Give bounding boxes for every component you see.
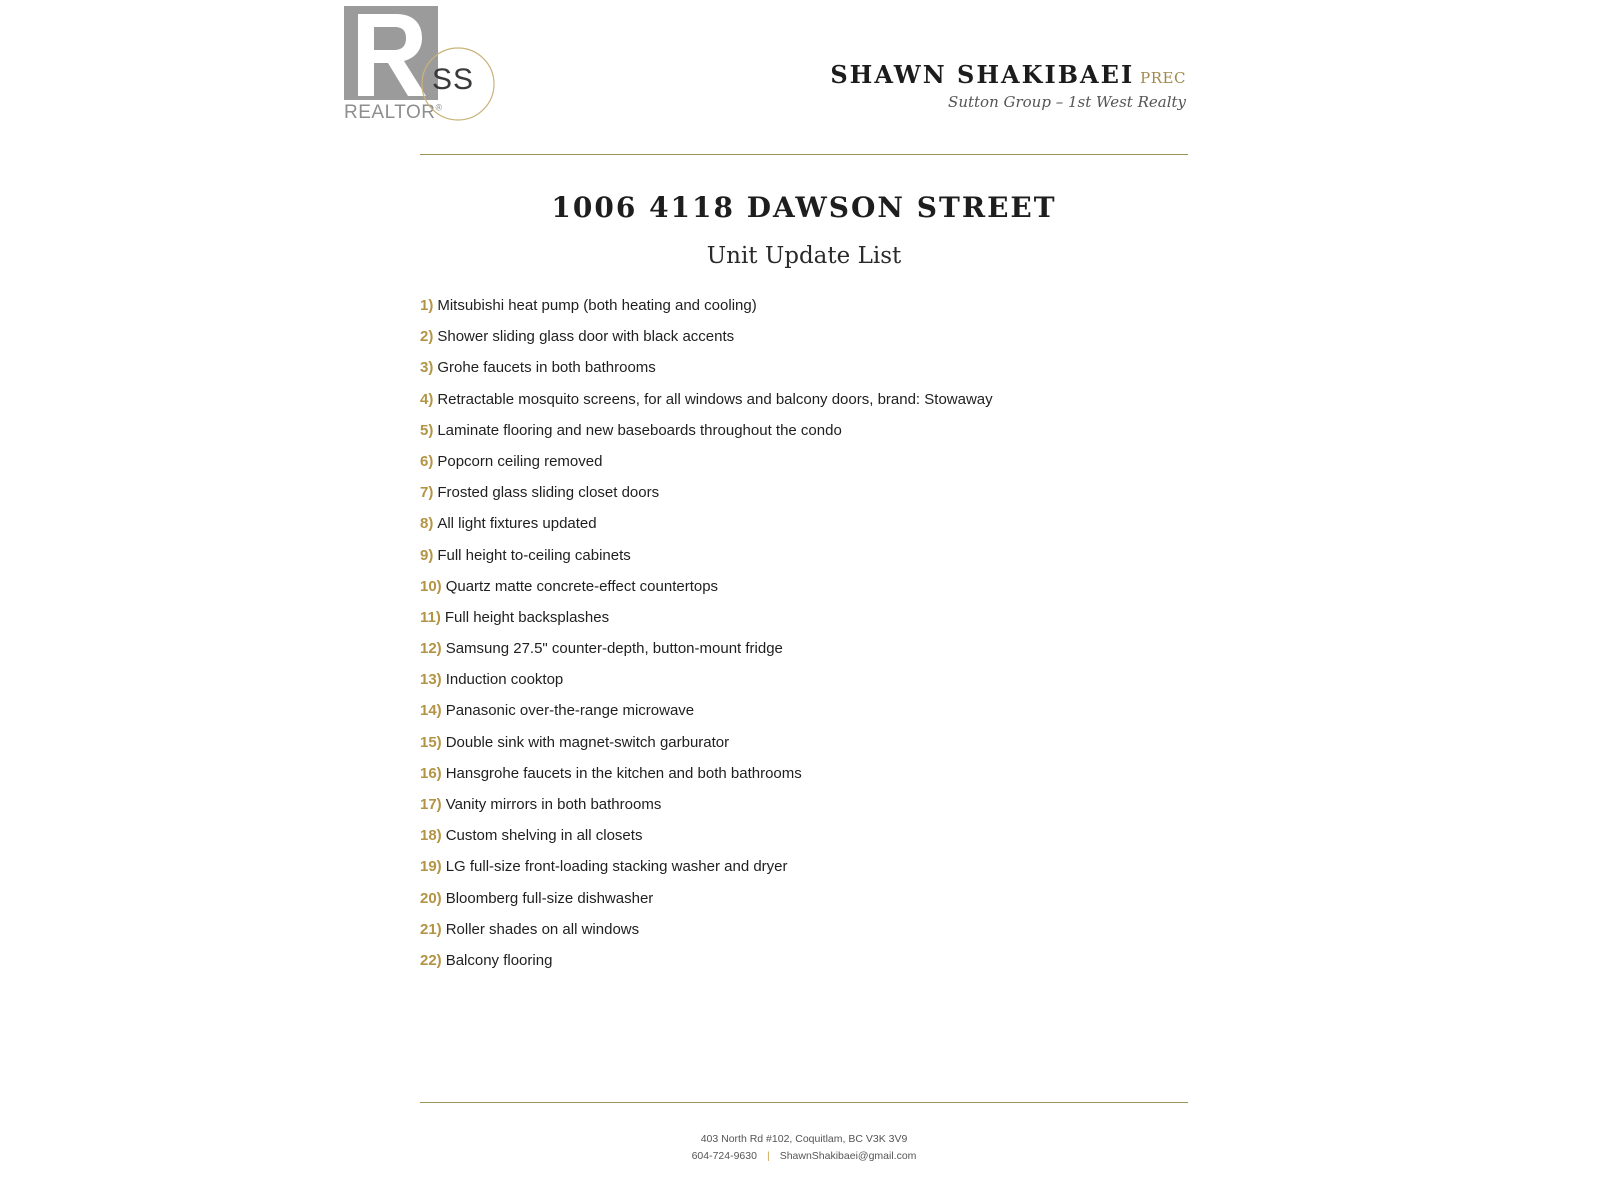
list-item [420,513,993,544]
item-text: Samsung 27.5" counter-depth, button-mount fridge [445,640,783,658]
list-item [420,357,993,388]
item-number: 5) [420,421,434,439]
item-number: 15) [420,733,442,751]
item-text: Shower sliding glass door with black accents [437,328,735,346]
item-text: Laminate flooring and new baseboards throughout the condo [437,421,842,439]
item-number: 7) [420,484,434,502]
list-item [420,700,993,731]
item-text: Induction cooktop [445,671,564,689]
agent-name: SHAWN SHAKIBAEI [830,60,1135,89]
footer-phone: 604-724-9630 [691,1150,757,1162]
item-number: 3) [420,359,434,377]
item-number: 14) [420,702,442,720]
header-divider [420,154,1188,155]
item-number: 21) [420,920,442,938]
list-item [420,669,993,700]
item-number: 6) [420,452,434,470]
item-text: Quartz matte concrete-effect countertops [445,577,719,595]
item-number: 11) [420,608,441,626]
realtor-wordmark: REALTOR® [344,102,443,123]
item-text: Custom shelving in all closets [445,827,643,845]
page-subtitle: Unit Update List [706,243,902,269]
item-number: 16) [420,764,442,782]
item-text: All light fixtures updated [437,515,597,533]
list-item [420,763,993,794]
list-item [420,856,993,887]
list-item [420,295,993,326]
item-number: 2) [420,328,434,346]
item-number: 9) [420,546,434,564]
agent-designation: PREC [1140,69,1186,87]
list-item [420,607,993,638]
item-number: 10) [420,577,442,595]
list-item [420,482,993,513]
footer-address: 403 North Rd #102, Coquitlam, BC V3K 3V9 [700,1133,908,1145]
page-title: 1006 4118 DAWSON STREET [551,191,1057,224]
item-text: Hansgrohe faucets in the kitchen and both bathrooms [445,764,802,782]
item-number: 17) [420,796,442,813]
item-text: LG full-size front-loading stacking washer and dryer [445,858,788,876]
list-item [420,825,993,856]
item-text: Popcorn ceiling removed [437,452,603,470]
item-text: Double sink with magnet-switch garburator [445,733,730,751]
item-number: 13) [420,671,442,689]
item-text: Mitsubishi heat pump (both heating and cooling) [437,297,757,314]
list-item [420,576,993,607]
item-text: Roller shades on all windows [445,920,640,938]
item-number: 18) [420,827,442,845]
item-text: Grohe faucets in both bathrooms [437,359,656,377]
agent-header [830,60,1186,111]
list-item [420,389,993,420]
item-text: Retractable mosquito screens, for all windows and balcony doors, brand: Stowaway [437,390,993,408]
list-item [420,919,993,950]
list-item [420,732,993,763]
list-item [420,451,993,482]
item-number: 20) [420,889,442,907]
agent-brokerage: Sutton Group – 1st West Realty [948,93,1186,111]
footer-separator: | [766,1150,770,1162]
list-item [420,326,993,357]
footer-email: ShawnShakibaei@gmail.com [779,1150,917,1162]
update-list [420,295,993,981]
item-number: 19) [420,858,442,876]
item-text: Balcony flooring [445,951,553,969]
footer-divider [420,1102,1188,1103]
item-text: Panasonic over-the-range microwave [445,702,695,720]
item-text: Full height backsplashes [444,608,610,626]
list-item [420,950,993,981]
list-item [420,545,993,576]
list-item [420,794,993,825]
footer [420,1131,1188,1165]
item-number: 8) [420,515,434,533]
list-item [420,888,993,919]
realtor-r-icon [352,10,430,96]
item-text: Frosted glass sliding closet doors [437,484,660,502]
item-number: 22) [420,951,442,969]
item-number: 4) [420,390,434,408]
item-number: 1) [420,297,434,314]
agent-monogram: SS [432,63,475,96]
item-text: Full height to-ceiling cabinets [437,546,631,564]
list-item [420,420,993,451]
item-text: Bloomberg full-size dishwasher [445,889,654,907]
item-text: Vanity mirrors in both bathrooms [445,796,662,813]
list-item [420,638,993,669]
item-number: 12) [420,640,442,658]
